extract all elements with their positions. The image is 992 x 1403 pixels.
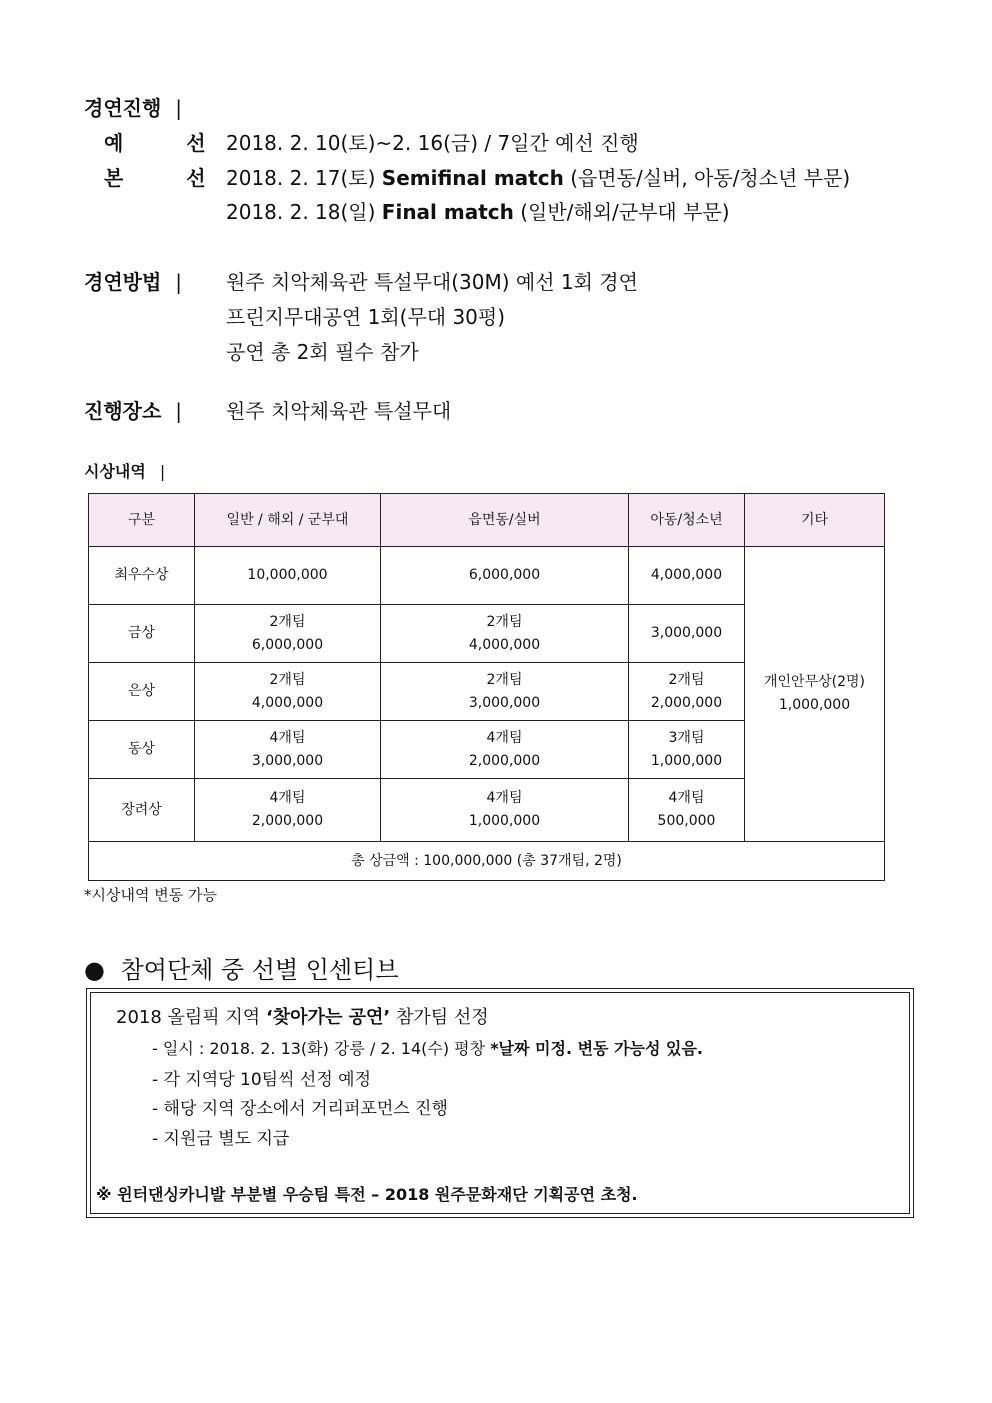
awards-note: *시상내역 변동 가능 (84, 886, 217, 904)
header-cell: 기타 (745, 494, 885, 547)
award-cell: 2개팀 3,000,000 (381, 663, 629, 721)
other-award-cell: 개인안무상(2명) 1,000,000 (745, 547, 885, 842)
award-cell: 4개팀 3,000,000 (195, 721, 381, 779)
header-cell: 아동/청소년 (629, 494, 745, 547)
venue-text: 원주 치악체육관 특설무대 (226, 399, 452, 423)
incentive-item: - 일시 : 2018. 2. 13(화) 강릉 / 2. 14(수) 평창 *날짜 미정. 변동 가능성 있음. (152, 1039, 704, 1058)
header-cell: 읍면동/실버 (381, 494, 629, 547)
incentive-item: - 지원금 별도 지급 (152, 1129, 290, 1149)
award-cell: 6,000,000 (381, 547, 629, 605)
award-cell: 2개팀 2,000,000 (629, 663, 745, 721)
main-line-1: 2018. 2. 17(토) Semifinal match (읍면동/실버, 아동/청소년 부문) (226, 166, 851, 190)
award-cell: 4개팀 2,000,000 (381, 721, 629, 779)
header-cell: 구분 (89, 494, 195, 547)
table-header-row (89, 494, 885, 547)
main-label: 본 선 (104, 166, 234, 190)
method-bar: | (175, 270, 183, 294)
venue-heading: 진행장소 | (84, 399, 183, 423)
method-heading: 경연방법 | (84, 270, 183, 294)
award-name: 장려상 (89, 779, 195, 842)
venue-bar: | (175, 399, 183, 423)
method-line: 프린지무대공연 1회(무대 30평) (226, 305, 506, 329)
award-cell: 2개팀 6,000,000 (195, 605, 381, 663)
award-cell: 3개팀 1,000,000 (629, 721, 745, 779)
award-cell: 4개팀 2,000,000 (195, 779, 381, 842)
prelim-text: 2018. 2. 10(토)~2. 16(금) / 7일간 예선 진행 (226, 131, 639, 155)
award-cell: 10,000,000 (195, 547, 381, 605)
bullet-icon: ● (84, 956, 105, 984)
schedule-bar: | (175, 96, 183, 120)
award-cell: 4개팀 1,000,000 (381, 779, 629, 842)
award-cell: 2개팀 4,000,000 (381, 605, 629, 663)
method-line: 공연 총 2회 필수 참가 (226, 340, 419, 364)
incentive-item: - 해당 지역 장소에서 거리퍼포먼스 진행 (152, 1099, 448, 1119)
award-cell: 4개팀 500,000 (629, 779, 745, 842)
award-cell: 2개팀 4,000,000 (195, 663, 381, 721)
award-cell: 3,000,000 (629, 605, 745, 663)
awards-bar: | (159, 462, 166, 481)
award-name: 금상 (89, 605, 195, 663)
incentive-intro: 2018 올림픽 지역 ‘찾아가는 공연’ 참가팀 선정 (116, 1007, 489, 1028)
method-line: 원주 치악체육관 특설무대(30M) 예선 1회 경연 (226, 270, 638, 294)
prelim-label: 예 선 (104, 131, 234, 155)
header-cell: 일반 / 해외 / 군부대 (195, 494, 381, 547)
incentive-item: - 각 지역당 10팀씩 선정 예정 (152, 1070, 372, 1090)
main-line-2: 2018. 2. 18(일) Final match (일반/해외/군부대 부문) (226, 200, 730, 224)
table-row (89, 547, 885, 605)
awards-table (88, 493, 885, 881)
incentive-title: ● 참여단체 중 선별 인센티브 (84, 956, 399, 984)
award-name: 동상 (89, 721, 195, 779)
schedule-heading: 경연진행 | (84, 96, 183, 120)
table-total-row (89, 842, 885, 881)
award-name: 최우수상 (89, 547, 195, 605)
awards-heading: 시상내역 | (84, 462, 166, 481)
award-name: 은상 (89, 663, 195, 721)
award-cell: 4,000,000 (629, 547, 745, 605)
total-prize: 총 상금액 : 100,000,000 (총 37개팀, 2명) (89, 842, 885, 881)
incentive-special: ※ 윈터댄싱카니발 부분별 우승팀 특전 – 2018 원주문화재단 기획공연 초청. (96, 1185, 638, 1204)
